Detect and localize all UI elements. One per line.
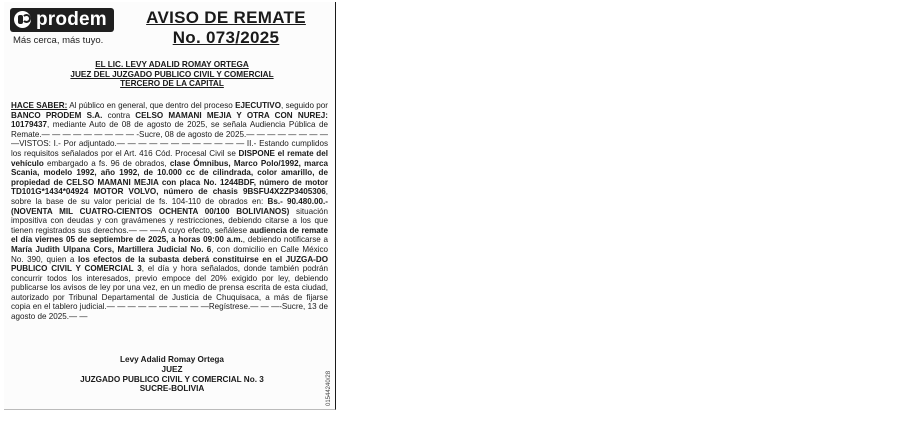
- body-text: contra: [102, 110, 136, 120]
- vertical-code: [326, 372, 334, 408]
- brand-tagline: Más cerca, más tuyo.: [13, 35, 104, 46]
- body-text: , seguido por: [281, 101, 329, 110]
- body-lead: HACE SABER:: [11, 101, 68, 110]
- signer-role: JUEZ: [161, 364, 183, 374]
- vertical-code-text: 01544240/28: [326, 370, 332, 406]
- issuing-authority: [10, 60, 334, 89]
- signer-court: JUZGADO PUBLICO CIVIL Y COMERCIAL No. 3: [80, 374, 264, 384]
- body-text: , con domicilio en Calle México No. 390, quien a: [11, 244, 328, 264]
- body-bold: EJECUTIVO: [235, 101, 282, 110]
- body-text: , sobre la base de su valor pericial de fs. 104-110 de obrados en:: [11, 187, 328, 206]
- body-text: , debiendo notificarse a: [242, 235, 328, 245]
- body-bold: DISPONE el remate del vehículo: [11, 148, 328, 168]
- body-bold: audiencia de remate el día viernes 05 de septiembre de 2025, a horas 09:00 a.m.: [11, 225, 328, 245]
- authority-line-3: TERCERO DE LA CAPITAL: [120, 79, 224, 88]
- signer-city: SUCRE-BOLIVIA: [139, 384, 205, 394]
- body-bold: María Judith Ulpana Cors, Martillera Judicial No. 6: [11, 244, 212, 254]
- body-bold: BANCO PRODEM S.A.: [11, 110, 103, 120]
- body-bold: clase Ómnibus, Marco Polo/1992, marca Scania, modelo 1992, año 1992, de 10.000 cc de cilindrada, color amarillo, de propiedad de CELSO MAMANI MEJIA con placa No. 1244BDF, número de motor TD101G*1434*04924 MOTOR VOLVO, número de chasis 9BSFU4X2ZP3405306: [11, 158, 328, 197]
- body-bold: Bs.- 90.480.00.- (NOVENTA MIL CUATRO-CIENTOS OCHENTA 00/100 BOLIVIANOS): [11, 196, 328, 216]
- prodem-logo: [10, 8, 114, 32]
- brand-name: prodem: [36, 9, 107, 30]
- notice-body: [11, 101, 328, 322]
- notice-number: No. 073/2025: [172, 28, 280, 47]
- body-text: , el día y hora señalados, donde también podrán concurrir todos los interesados, previo empoce del 20% exigido por ley, debiendo publicarse los avisos de ley por una vez, en un medio de prensa escrita de esta ciudad, autorizado por Tribunal Departamental de Justicia de Chuquisaca, a más de fijarse copia en el tablero judicial.— — — — — — — — — —Regístrese.— — —-Sucre, 13 de agosto de 2025.— —: [11, 264, 328, 322]
- signature-block: [10, 355, 334, 394]
- prodem-logo-icon: [14, 11, 31, 28]
- body-text: , mediante Auto de 08 de agosto de 2025, se señala Audiencia Pública de Remate.— — — — — — — — — -Sucre, 08 de agosto de 2025.— — — — — — — — —VISTOS: I.- Por adjuntado.— — — — — — — — — — — — II.- Estando cumplidos los requisitos señalados por el Art. 416 Cód. Procesal Civil se: [11, 120, 328, 158]
- signer-name: Levy Adalid Romay Ortega: [120, 355, 224, 364]
- body-text: situación impositiva con deudas y con gravámenes y restricciones, debiendo citarse a los que tienen registrados sus derechos.— — —-A cuyo efecto, señálese: [11, 206, 328, 235]
- authority-line-1: EL LIC. LEVY ADALID ROMAY ORTEGA: [95, 60, 249, 69]
- authority-line-2: JUEZ DEL JUZGADO PUBLICO CIVIL Y COMERCIAL: [70, 69, 274, 79]
- body-text: embargado a fs. 96 de obrados,: [43, 158, 170, 168]
- body-bold: los efectos de la subasta deberá constituirse en el JUZGA-DO PUBLICO CIVIL Y COMERCIAL 3: [11, 254, 329, 274]
- notice-title: AVISO DE REMATE: [146, 8, 306, 27]
- auction-notice: [4, 2, 336, 410]
- body-text: Al público en general, que dentro del proceso: [67, 101, 236, 110]
- body-bold: CELSO MAMANI MEJIA Y OTRA CON NUREJ: 10179437: [11, 110, 328, 130]
